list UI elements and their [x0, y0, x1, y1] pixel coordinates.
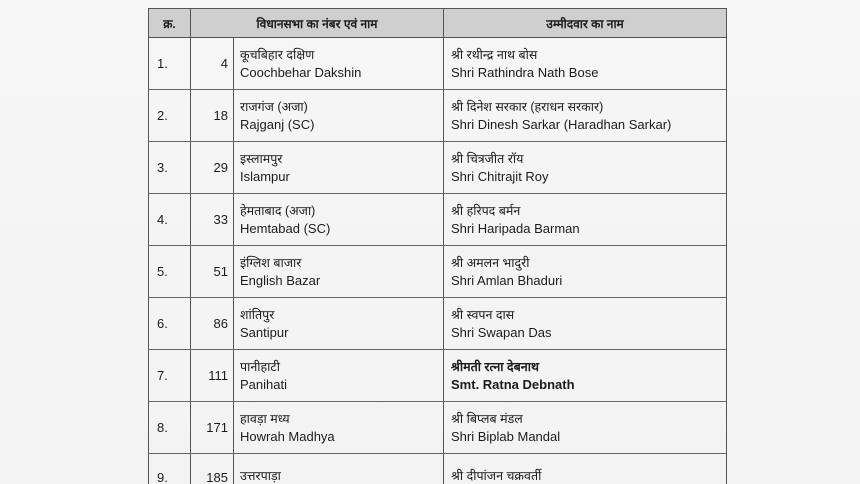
constituency-name-english: Islampur	[240, 168, 290, 184]
candidate-name	[444, 402, 727, 454]
row-serial: 1.	[149, 38, 191, 90]
row-serial: 6.	[149, 298, 191, 350]
table-row	[149, 246, 727, 298]
candidate-name-english: Shri Chitrajit Roy	[451, 168, 549, 184]
constituency-name-english: Santipur	[240, 324, 289, 340]
table-row	[149, 38, 727, 90]
constituency-number: 4	[191, 38, 234, 90]
header-sno: क्र.	[149, 9, 191, 38]
constituency-name-hindi: हावड़ा मध्य	[240, 411, 290, 426]
constituency-number: 171	[191, 402, 234, 454]
candidate-name	[444, 90, 727, 142]
candidate-name	[444, 246, 727, 298]
constituency-name-english: English Bazar	[240, 272, 321, 288]
candidate-name-hindi: श्री बिप्लब मंडल	[451, 411, 523, 426]
constituency-name-hindi: इस्लामपुर	[240, 151, 283, 166]
constituency-name-english: Coochbehar Dakshin	[240, 64, 362, 80]
constituency-number: 33	[191, 194, 234, 246]
candidate-name	[444, 38, 727, 90]
candidate-name-english: Shri Swapan Das	[451, 324, 552, 340]
candidate-name-hindi: श्री रथीन्द्र नाथ बोस	[451, 47, 538, 62]
constituency-name-english: Panihati	[240, 376, 287, 392]
constituency-name	[234, 194, 444, 246]
constituency-name-english: Howrah Madhya	[240, 428, 335, 444]
constituency-number: 18	[191, 90, 234, 142]
constituency-name	[234, 350, 444, 402]
table-header-row	[149, 9, 727, 38]
candidate-name-hindi: श्री दिनेश सरकार (हराधन सरकार)	[451, 99, 604, 114]
candidate-name-hindi: श्री स्वपन दास	[451, 307, 515, 322]
constituency-number: 51	[191, 246, 234, 298]
candidate-name-hindi: श्री चित्रजीत रॉय	[451, 151, 524, 166]
header-candidate: उम्मीदवार का नाम	[444, 9, 727, 38]
candidate-name-english: Shri Biplab Mandal	[451, 428, 561, 444]
candidate-name-hindi: श्री अमलन भादुरी	[451, 255, 530, 270]
constituency-number: 185	[191, 454, 234, 484]
constituency-name	[234, 90, 444, 142]
table-row	[149, 402, 727, 454]
candidate-name-hindi: श्री हरिपद बर्मन	[451, 203, 521, 218]
constituency-name	[234, 298, 444, 350]
constituency-name-english: Rajganj (SC)	[240, 116, 315, 132]
constituency-name	[234, 402, 444, 454]
constituency-number: 86	[191, 298, 234, 350]
constituency-name	[234, 142, 444, 194]
constituency-name-hindi: उत्तरपाड़ा	[240, 469, 281, 483]
candidate-name-hindi: श्रीमती रत्ना देबनाथ	[451, 359, 539, 374]
row-serial: 9.	[149, 454, 191, 484]
candidate-name	[444, 298, 727, 350]
constituency-name-hindi: पानीहाटी	[240, 359, 280, 374]
constituency-name	[234, 246, 444, 298]
table-row	[149, 298, 727, 350]
row-serial: 4.	[149, 194, 191, 246]
table-row	[149, 194, 727, 246]
row-serial: 3.	[149, 142, 191, 194]
constituency-name-english: Hemtabad (SC)	[240, 220, 331, 236]
table-row	[149, 350, 727, 402]
row-serial: 7.	[149, 350, 191, 402]
row-serial: 2.	[149, 90, 191, 142]
constituency-name-hindi: हेमताबाद (अजा)	[240, 203, 316, 218]
candidate-name-english: Shri Rathindra Nath Bose	[451, 64, 599, 80]
candidate-name-hindi: श्री दीपांजन चक्रवर्ती	[451, 469, 542, 483]
constituency-number: 111	[191, 350, 234, 402]
constituency-name-hindi: शांतिपुर	[240, 307, 275, 322]
candidate-name-english: Shri Haripada Barman	[451, 220, 580, 236]
constituency-number: 29	[191, 142, 234, 194]
candidate-name-english: Smt. Ratna Debnath	[451, 376, 575, 392]
header-constituency: विधानसभा का नंबर एवं नाम	[191, 9, 444, 38]
constituency-name-hindi: इंग्लिश बाजार	[240, 255, 302, 270]
candidate-name	[444, 142, 727, 194]
candidate-name	[444, 194, 727, 246]
row-serial: 8.	[149, 402, 191, 454]
row-serial: 5.	[149, 246, 191, 298]
constituency-name-hindi: राजगंज (अजा)	[240, 99, 308, 114]
table-row	[149, 454, 727, 484]
candidate-name-english: Shri Amlan Bhaduri	[451, 272, 563, 288]
candidate-name-english: Shri Dinesh Sarkar (Haradhan Sarkar)	[451, 116, 672, 132]
candidate-name	[444, 350, 727, 402]
constituency-name	[234, 38, 444, 90]
constituency-name-hindi: कूचबिहार दक्षिण	[240, 47, 315, 62]
table-row	[149, 90, 727, 142]
candidate-list-table	[148, 8, 727, 484]
table-row	[149, 142, 727, 194]
candidate-name	[444, 454, 727, 484]
constituency-name	[234, 454, 444, 484]
